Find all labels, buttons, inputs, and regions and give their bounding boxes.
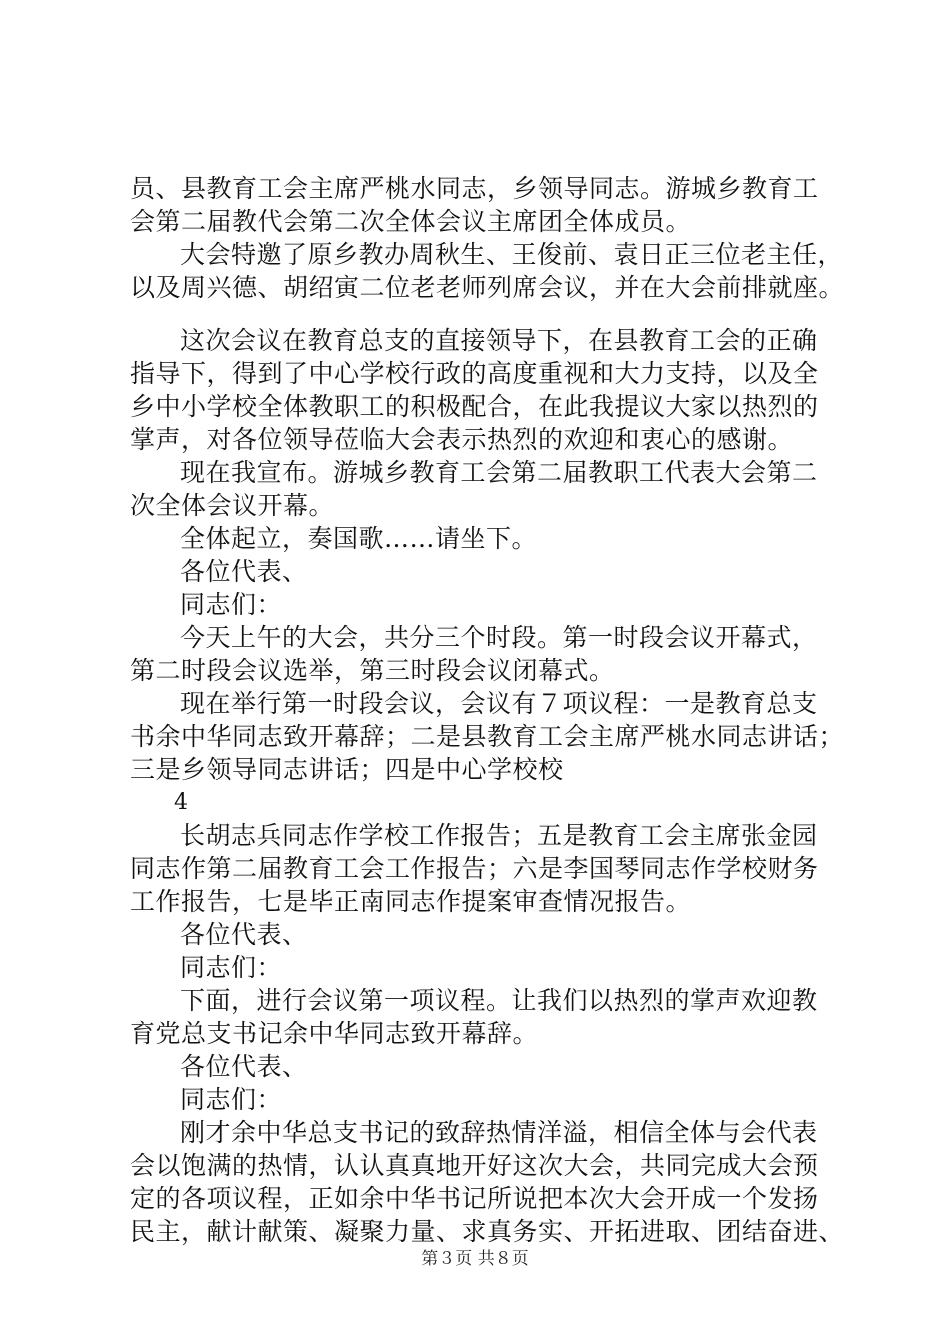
text-line: 同志作第二届教育工会工作报告；六是李国琴同志作学校财务 [130,854,819,883]
body-text [130,172,850,1248]
paragraph-start: 全体起立，奏国歌……请坐下。 [180,524,538,553]
page-footer [0,1244,950,1269]
salutation: 同志们： [180,953,283,982]
paragraph-start: 今天上午的大会，共分三个时段。第一时段会议开幕式， [180,623,818,652]
paragraph-start: 现在我宣布。游城乡教育工会第二届教职工代表大会第二 [180,458,818,487]
salutation: 各位代表、 [180,920,308,949]
salutation: 同志们： [180,590,283,619]
paragraph-start: 下面，进行会议第一项议程。让我们以热烈的掌声欢迎教 [180,986,818,1015]
text-line: 员、县教育工会主席严桃水同志，乡领导同志。游城乡教育工 [130,174,819,203]
salutation: 同志们： [180,1085,283,1114]
text-line: 会第二届教代会第二次全体会议主席团全体成员。 [130,207,692,236]
text-line: 掌声，对各位领导莅临大会表示热烈的欢迎和衷心的感谢。 [130,425,794,454]
text-line: 指导下，得到了中心学校行政的高度重视和大力支持，以及全 [130,359,819,388]
text-line: 三是乡领导同志讲话；四是中心学校校 [130,755,564,784]
paragraph-start: 长胡志兵同志作学校工作报告；五是教育工会主席张金园 [180,821,818,850]
text-line: 育党总支书记余中华同志致开幕辞。 [130,1019,539,1048]
text-line: 定的各项议程，正如余中华书记所说把本次大会开成一个发扬 [130,1184,819,1213]
text-line: 乡中小学校全体教职工的积极配合，在此我提议大家以热烈的 [130,392,819,421]
text-line: 次全体会议开幕。 [130,491,335,520]
inline-page-number: 4 [174,790,189,815]
paragraph-start: 刚才余中华总支书记的致辞热情洋溢，相信全体与会代表 [180,1118,818,1147]
text-line: 书余中华同志致开幕辞；二是县教育工会主席严桃水同志讲话； [130,722,845,751]
page-counter: 第３页 共８页 [421,1249,529,1269]
paragraph-start: 这次会议在教育总支的直接领导下，在县教育工会的正确 [180,326,818,355]
paragraph-start: 大会特邀了原乡教办周秋生、王俊前、袁日正三位老主任， [180,240,844,269]
text-line: 会以饱满的热情，认认真真地开好这次大会，共同完成大会预 [130,1151,819,1180]
text-line: 民主，献计献策、凝聚力量、求真务实、开拓进取、团结奋进、 [130,1217,845,1246]
text-line: 以及周兴德、胡绍寅二位老老师列席会议，并在大会前排就座。 [130,273,845,302]
salutation: 各位代表、 [180,557,308,586]
text-line: 工作报告，七是毕正南同志作提案审查情况报告。 [130,887,692,916]
paragraph-start: 现在举行第一时段会议，会议有７项议程：一是教育总支 [180,689,818,718]
text-line: 第二时段会议选举，第三时段会议闭幕式。 [130,656,615,685]
salutation: 各位代表、 [180,1052,308,1081]
paragraph-gap [130,304,850,324]
